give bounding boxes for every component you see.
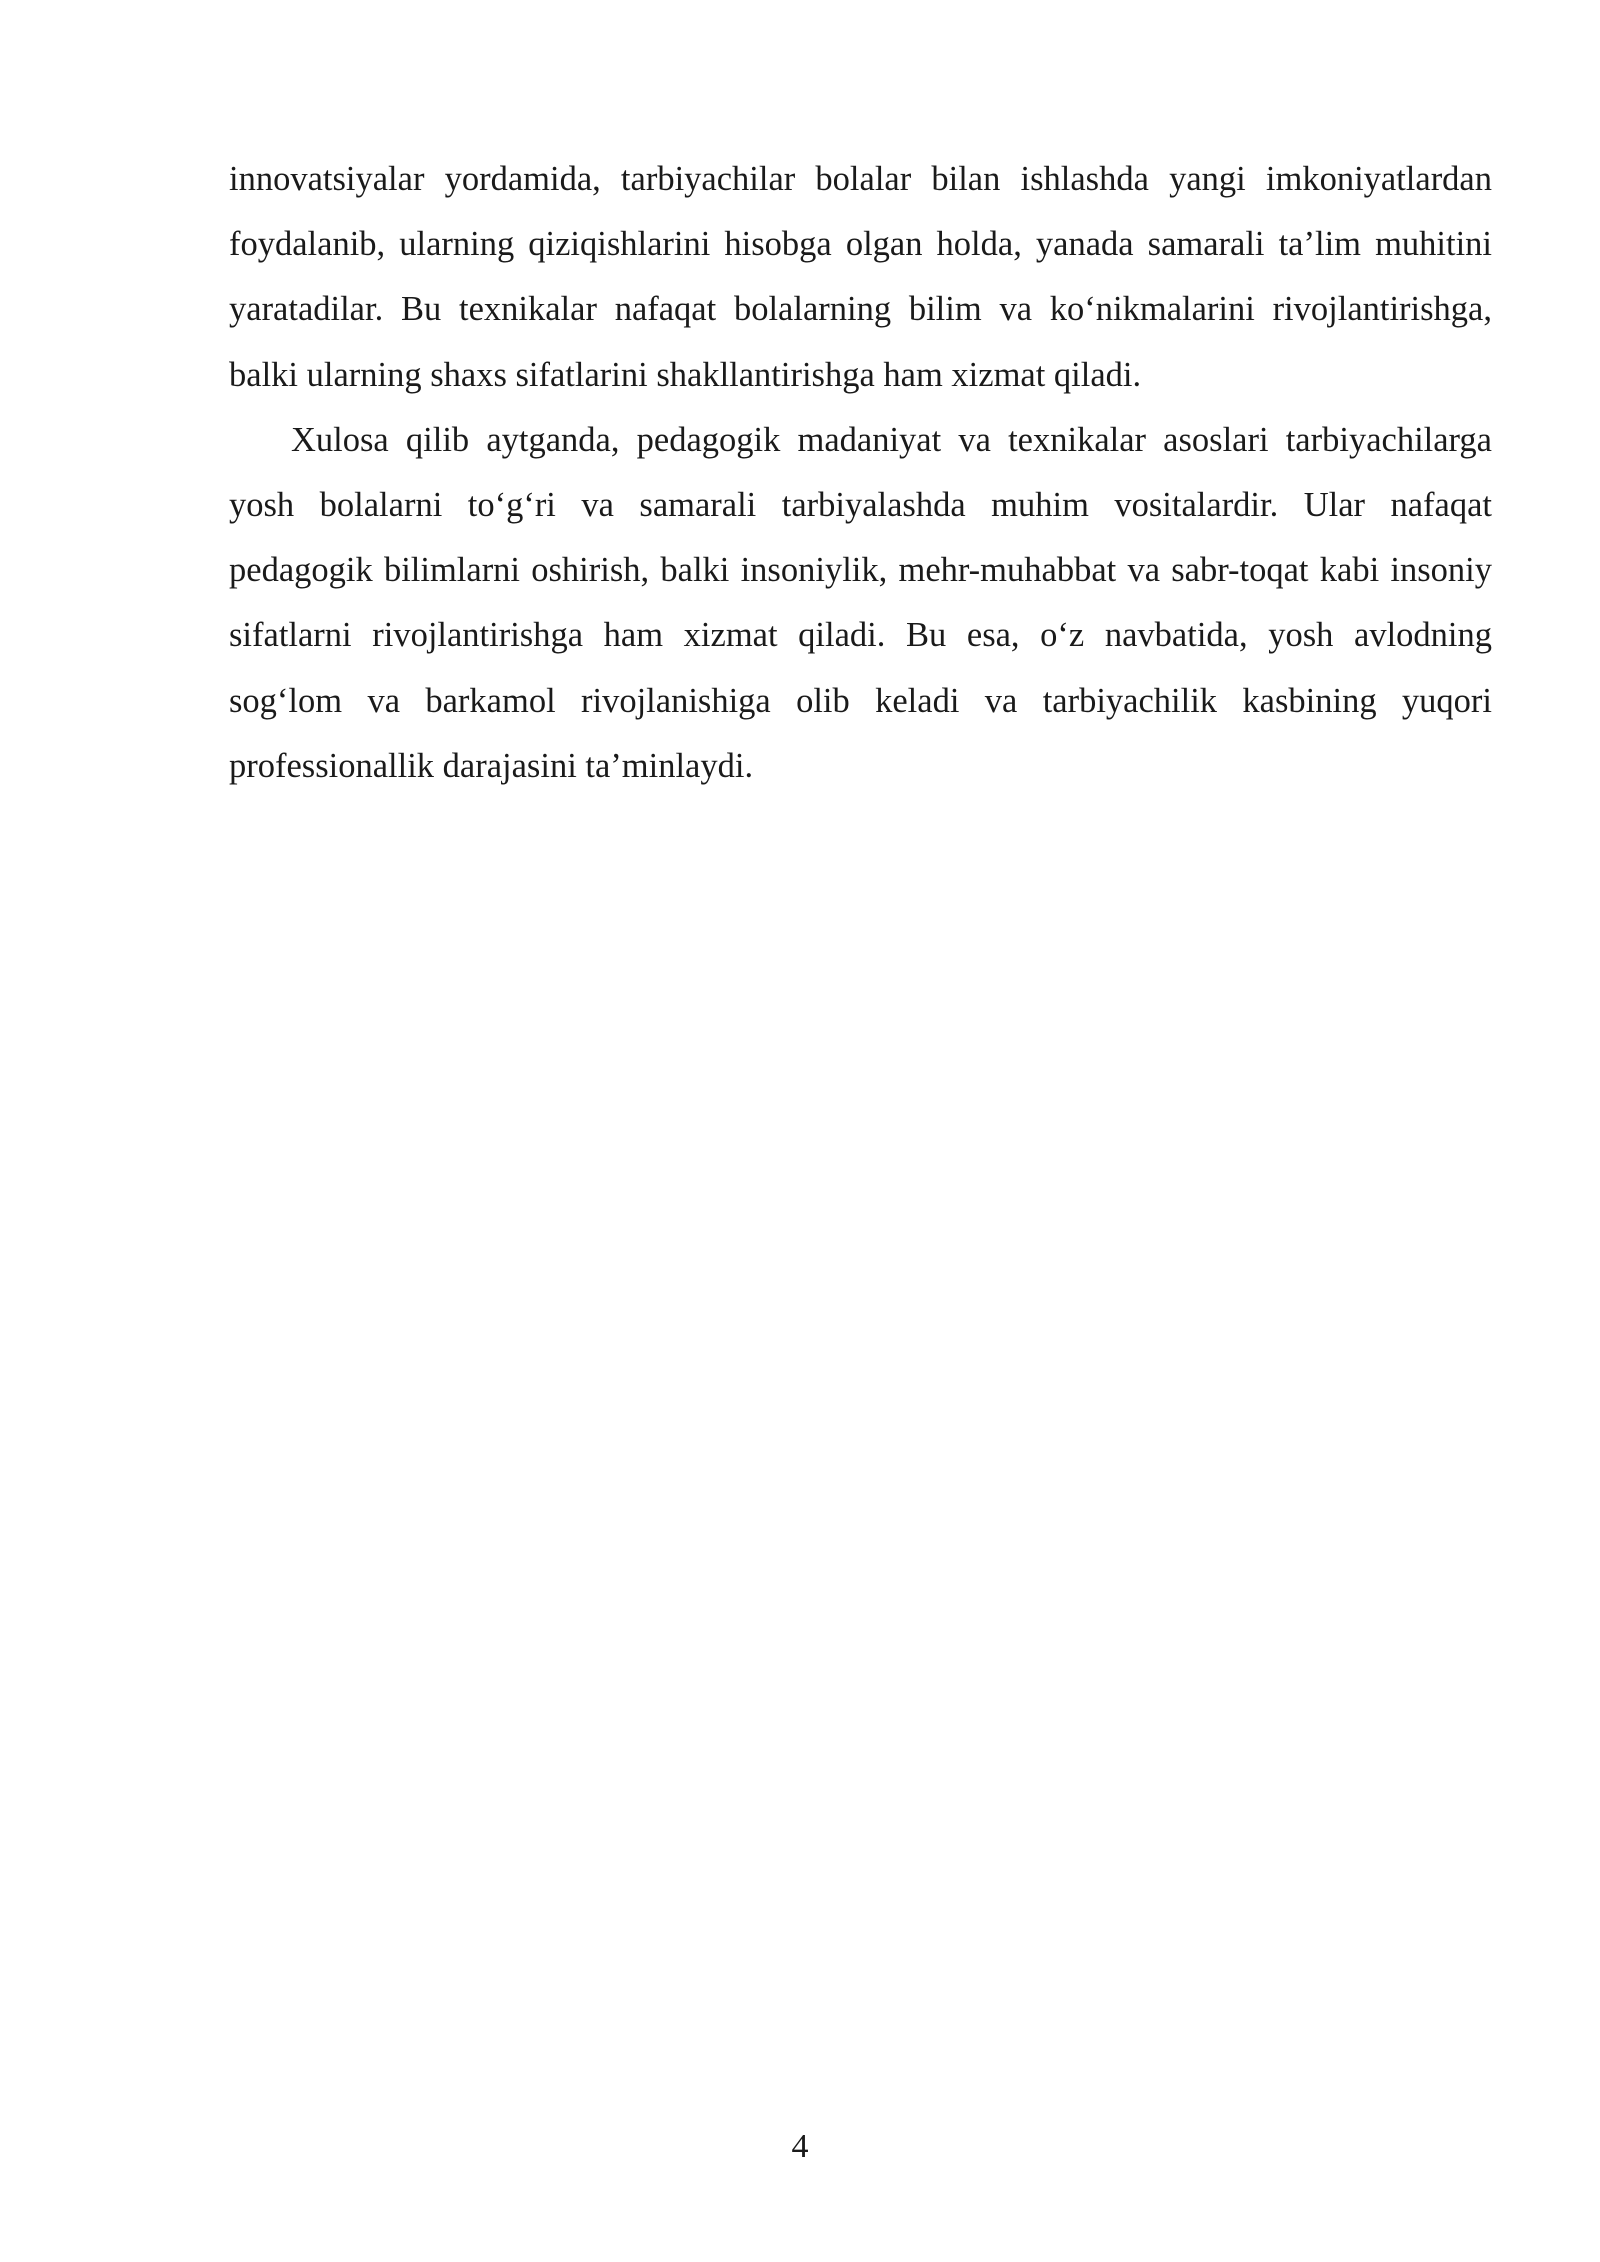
paragraph-continuation: innovatsiyalar yordamida, tarbiyachilar bolalar bilan ishlashda yangi imkoniyatlardan foydalanib, ularning qiziqishlarini hisobga olgan holda, yanada samarali ta’lim muhitini yaratadilar. Bu texnikalar nafaqat bolalarning bilim va ko‘nikmalarini rivojlantirishga, balki ularning shaxs sifatlarini shakllantirishga ham xizmat qiladi. bbox=[229, 160, 1492, 394]
paragraph-conclusion: Xulosa qilib aytganda, pedagogik madaniyat va texnikalar asoslari tarbiyachilarga yosh bolalarni to‘g‘ri va samarali tarbiyalashda muhim vositalardir. Ular nafaqat pedagogik bilimlarni oshirish, balki insoniylik, mehr-muhabbat va sabr-toqat kabi insoniy sifatlarni rivojlantirishga ham xizmat qiladi. Bu esa, o‘z navbatida, yosh avlodning sog‘lom va barkamol rivojlanishiga olib keladi va tarbiyachilik kasbining yuqori professionallik darajasini ta’minlaydi. bbox=[229, 420, 1492, 785]
page-number: 4 bbox=[791, 2128, 809, 2165]
body-text bbox=[229, 147, 1492, 799]
